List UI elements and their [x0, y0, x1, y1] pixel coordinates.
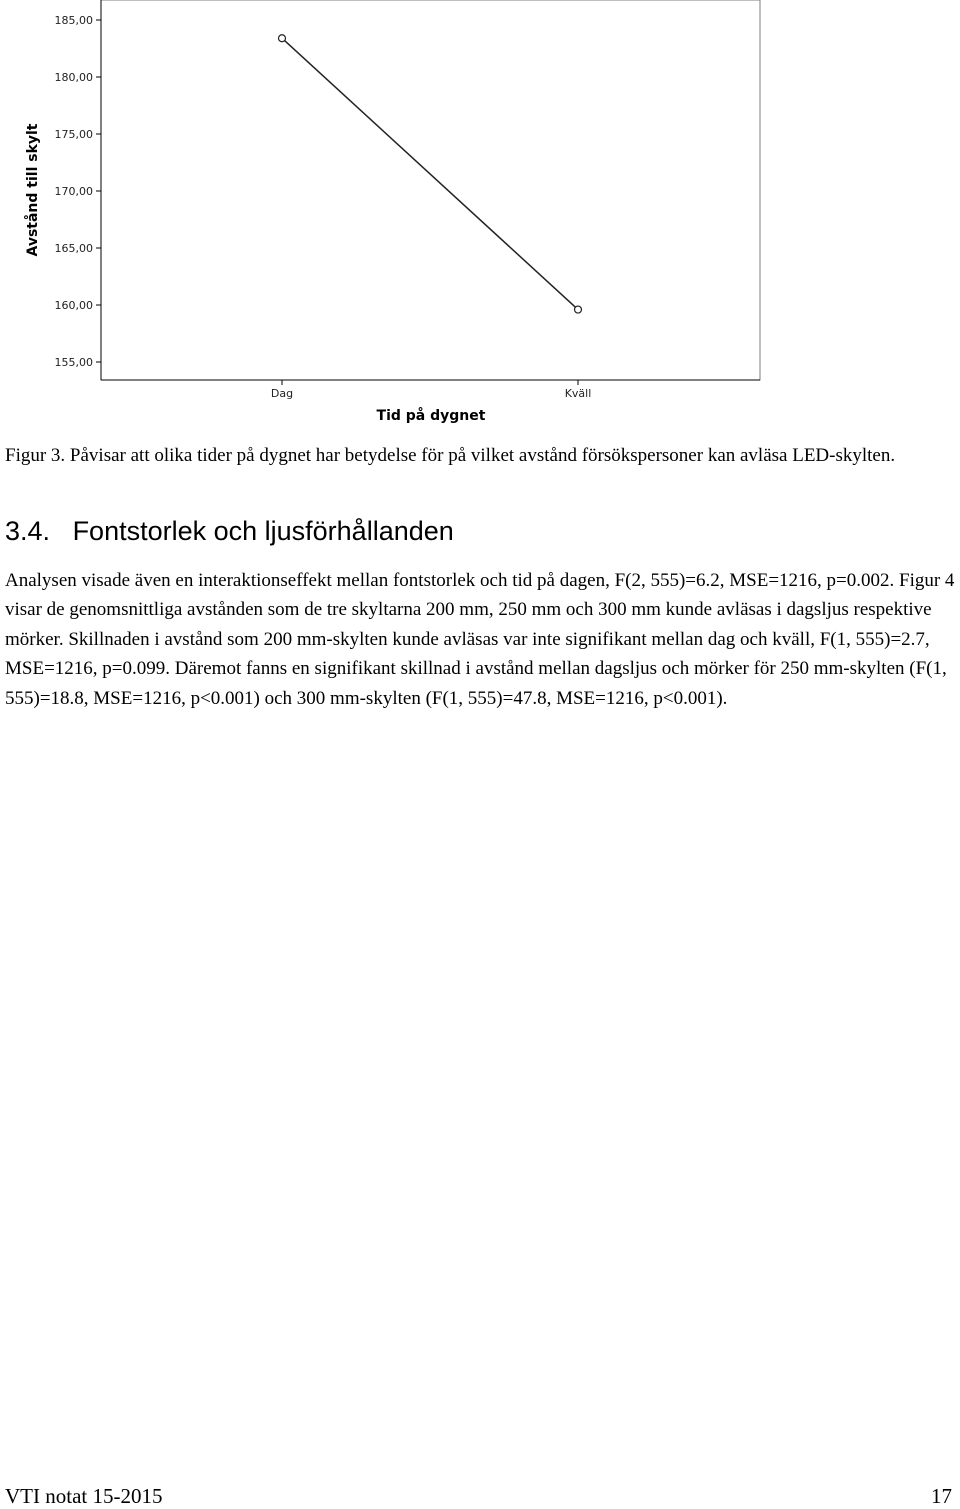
y-tick-label: 165,00	[54, 242, 93, 255]
footer-report-id: VTI notat 15-2015	[5, 1484, 163, 1508]
y-axis-ticks	[55, 14, 102, 369]
line-chart	[0, 0, 960, 430]
y-tick-label: 175,00	[54, 128, 93, 141]
figure-caption: Figur 3. Påvisar att olika tider på dygnet har betydelse för på vilket avstånd försökspersoner kan avläsa LED-skylten.	[5, 445, 896, 466]
plot-area	[101, 0, 760, 380]
y-tick-label: 185,00	[54, 14, 93, 27]
section-heading	[5, 516, 454, 547]
y-tick-label: 180,00	[54, 71, 93, 84]
x-tick-label: Kväll	[564, 387, 592, 400]
x-axis-ticks	[271, 380, 591, 400]
section-title: Fontstorlek och ljusförhållanden	[72, 516, 454, 546]
x-tick-label: Dag	[270, 387, 294, 400]
y-tick-label: 170,00	[54, 185, 93, 198]
section-number: 3.4.	[5, 516, 51, 546]
body-paragraph: Analysen visade även en interaktionseffekt mellan fontstorlek och tid på dagen, F(2, 555)=6.2, MSE=1216, p=0.002. Figur 4 visar de genomsnittliga avstånden som de tre skyltarna 200 mm, 250 mm och 300 mm kunde avläsas i dagsljus respektive mörker. Skillnaden i avstånd som 200 mm-skylten kunde avläsas var inte signifikant mellan dag och kväll, F(1, 555)=2.7, MSE=1216, p=0.099. Däremot fanns en signifikant skillnad i avstånd mellan dagsljus och mörker för 250 mm-skylten (F(1, 555)=18.8, MSE=1216, p<0.001) och 300 mm-skylten (F(1, 555)=47.8, MSE=1216, p<0.001).	[5, 570, 955, 709]
data-point-kväll	[575, 306, 582, 313]
footer-page-number: 17	[931, 1484, 952, 1508]
x-axis-title: Tid på dygnet	[376, 408, 486, 424]
y-axis-title: Avstånd till skylt	[25, 123, 41, 257]
y-tick-label: 160,00	[54, 299, 93, 312]
y-tick-label: 155,00	[54, 356, 93, 369]
data-point-dag	[279, 35, 286, 42]
